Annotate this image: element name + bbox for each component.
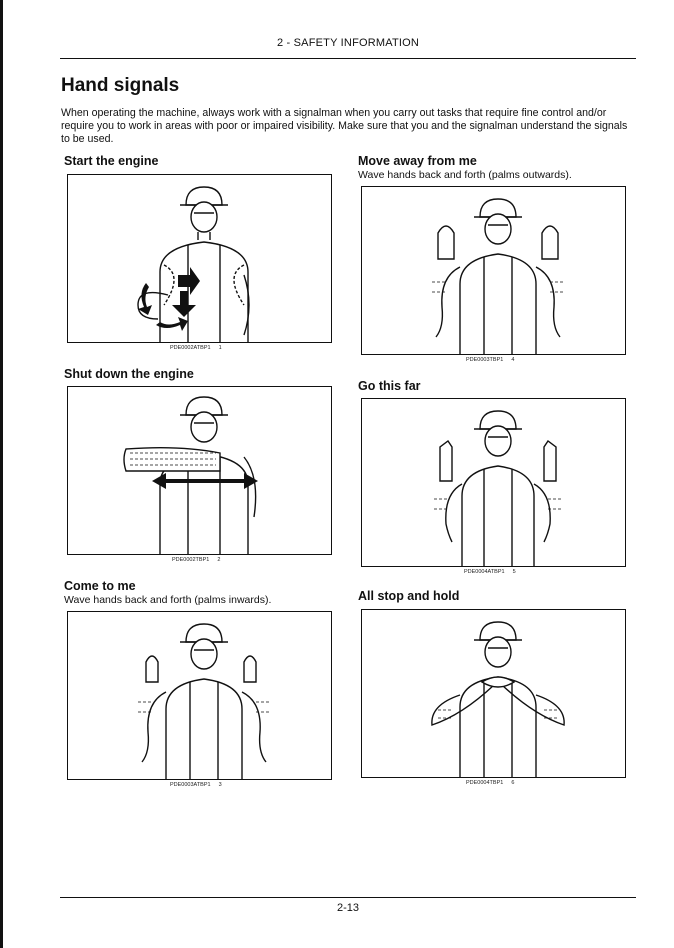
figure-number: 5 xyxy=(512,569,516,575)
figure-caption xyxy=(172,557,220,563)
footer-divider xyxy=(60,897,636,898)
signal-move-away xyxy=(358,154,628,182)
signal-illustration-move-away xyxy=(361,186,626,355)
figure-code: PDE0004TBP1 xyxy=(466,780,504,786)
signal-all-stop-hold xyxy=(358,589,628,604)
figure-code: PDE0002TBP1 xyxy=(172,557,210,563)
signal-illustration-go-this-far xyxy=(361,398,626,567)
header-divider xyxy=(60,58,636,59)
signal-title: Shut down the engine xyxy=(64,367,194,381)
signal-title: Move away from me xyxy=(358,154,477,168)
signal-shut-down-engine xyxy=(64,367,334,382)
figure-number: 6 xyxy=(511,780,515,786)
signal-title: Go this far xyxy=(358,379,421,393)
figure-number: 4 xyxy=(511,357,515,363)
signal-description: Wave hands back and forth (palms outwards). xyxy=(358,169,572,181)
figure-caption xyxy=(466,357,514,363)
figure-caption xyxy=(466,780,514,786)
signal-illustration-shut-down-engine xyxy=(67,386,332,555)
figure-code: PDE0002ATBP1 xyxy=(170,345,211,351)
signal-illustration-start-engine xyxy=(67,174,332,343)
signal-illustration-all-stop-hold xyxy=(361,609,626,778)
page-title: Hand signals xyxy=(61,75,180,96)
figure-caption xyxy=(170,782,222,788)
signal-description: Wave hands back and forth (palms inwards). xyxy=(64,594,272,606)
intro-paragraph: When operating the machine, always work with a signalman when you carry out tasks that require fine control and/or require you to work in areas with poor or impaired visibility. Make sure that you and the signalman understand the signals to be used. xyxy=(61,107,628,145)
figure-code: PDE0004ATBP1 xyxy=(464,569,505,575)
signal-come-to-me xyxy=(64,579,334,607)
figure-caption xyxy=(464,569,516,575)
section-header: 2 - SAFETY INFORMATION xyxy=(276,37,420,49)
signal-title: All stop and hold xyxy=(358,589,460,603)
signal-title: Start the engine xyxy=(64,154,159,168)
signal-title: Come to me xyxy=(64,579,136,593)
figure-number: 3 xyxy=(218,782,222,788)
signal-go-this-far xyxy=(358,379,628,394)
signal-start-engine xyxy=(64,154,334,169)
signal-illustration-come-to-me xyxy=(67,611,332,780)
figure-code: PDE0003ATBP1 xyxy=(170,782,211,788)
figure-caption xyxy=(170,345,222,351)
figure-code: PDE0003TBP1 xyxy=(466,357,504,363)
page-edge-rule xyxy=(0,0,3,948)
page-number: 2-13 xyxy=(336,902,360,914)
figure-number: 2 xyxy=(217,557,221,563)
figure-number: 1 xyxy=(218,345,222,351)
